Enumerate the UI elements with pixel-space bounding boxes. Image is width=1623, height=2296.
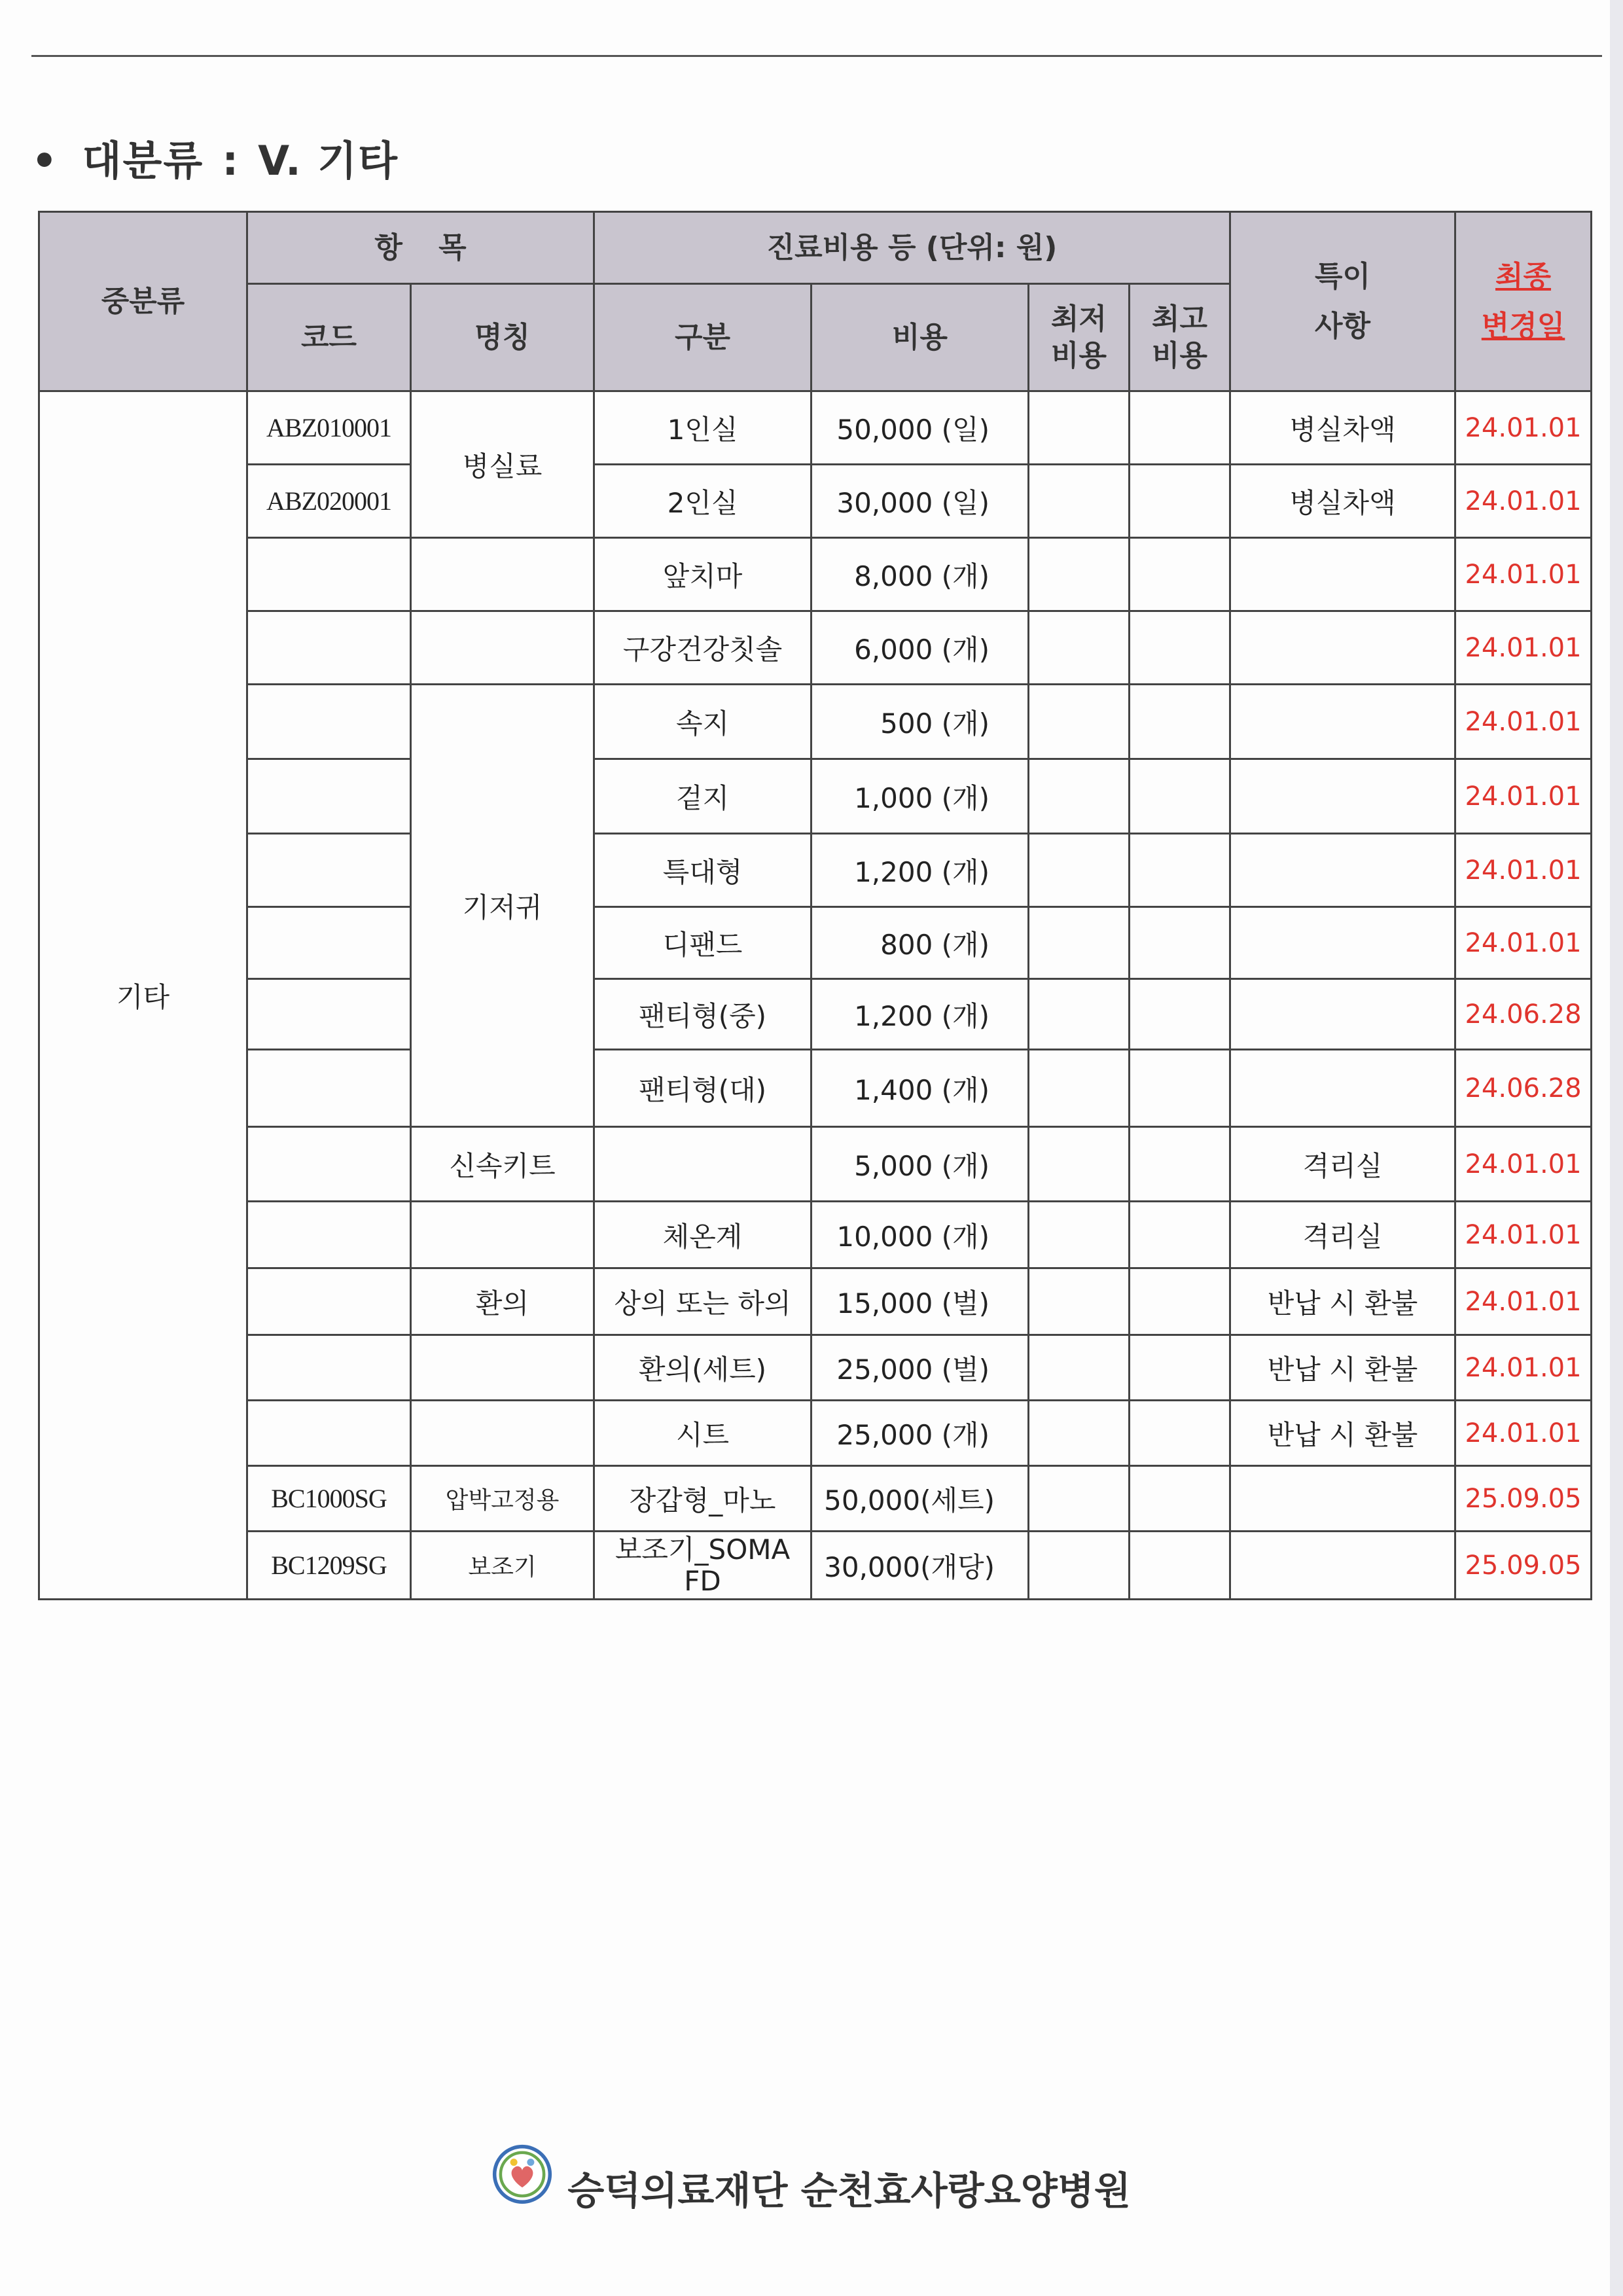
max-cost-cell bbox=[1130, 538, 1230, 611]
mid-category-header: 중분류 bbox=[39, 212, 247, 391]
min-cost-cell bbox=[1029, 611, 1130, 685]
code-header: 코드 bbox=[247, 284, 411, 391]
code-cell bbox=[247, 1335, 411, 1401]
scan-edge bbox=[1610, 0, 1623, 2296]
min-cost-cell bbox=[1029, 834, 1130, 907]
name-cell bbox=[411, 1202, 594, 1268]
note-cell bbox=[1230, 759, 1455, 834]
note-cell: 반납 시 환불 bbox=[1230, 1268, 1455, 1335]
min-cost-cell bbox=[1029, 1127, 1130, 1202]
note-cell: 병실차액 bbox=[1230, 465, 1455, 538]
code-cell: ABZ010001 bbox=[247, 391, 411, 465]
date-cell: 24.01.01 bbox=[1455, 1202, 1592, 1268]
cost-cell: 15,000 (벌) bbox=[812, 1268, 1029, 1335]
cost-cell: 8,000 (개) bbox=[812, 538, 1029, 611]
max-cost-cell bbox=[1130, 1202, 1230, 1268]
division-cell: 팬티형(대) bbox=[594, 1050, 812, 1127]
date-cell: 25.09.05 bbox=[1455, 1532, 1592, 1600]
cost-cell: 1,000 (개) bbox=[812, 759, 1029, 834]
division-cell: 앞치마 bbox=[594, 538, 812, 611]
name-cell-room-fee: 병실료 bbox=[411, 391, 594, 538]
cost-cell: 30,000(개당) bbox=[812, 1532, 1029, 1600]
min-cost-cell bbox=[1029, 1401, 1130, 1466]
max-cost-cell bbox=[1130, 465, 1230, 538]
date-cell: 24.01.01 bbox=[1455, 465, 1592, 538]
note-cell bbox=[1230, 1466, 1455, 1532]
cost-cell: 50,000(세트) bbox=[812, 1466, 1029, 1532]
code-cell bbox=[247, 834, 411, 907]
name-cell: 신속키트 bbox=[411, 1127, 594, 1202]
max-cost-cell bbox=[1130, 759, 1230, 834]
cost-cell: 1,200 (개) bbox=[812, 979, 1029, 1050]
cost-cell: 10,000 (개) bbox=[812, 1202, 1029, 1268]
max-cost-cell bbox=[1130, 1050, 1230, 1127]
code-cell: ABZ020001 bbox=[247, 465, 411, 538]
note-cell: 병실차액 bbox=[1230, 391, 1455, 465]
min-cost-cell bbox=[1029, 907, 1130, 979]
min-cost-cell bbox=[1029, 465, 1130, 538]
division-cell: 환의(세트) bbox=[594, 1335, 812, 1401]
code-cell bbox=[247, 1268, 411, 1335]
name-cell bbox=[411, 1401, 594, 1466]
division-cell: 상의 또는 하의 bbox=[594, 1268, 812, 1335]
max-cost-cell bbox=[1130, 611, 1230, 685]
note-cell: 반납 시 환불 bbox=[1230, 1401, 1455, 1466]
cost-cell: 25,000 (개) bbox=[812, 1401, 1029, 1466]
division-header: 구분 bbox=[594, 284, 812, 391]
note-cell bbox=[1230, 979, 1455, 1050]
date-cell: 24.01.01 bbox=[1455, 1268, 1592, 1335]
min-cost-cell bbox=[1029, 1268, 1130, 1335]
code-cell bbox=[247, 907, 411, 979]
note-cell: 격리실 bbox=[1230, 1202, 1455, 1268]
max-cost-header: 최고 비용 bbox=[1130, 284, 1230, 391]
max-cost-cell bbox=[1130, 979, 1230, 1050]
name-cell: 보조기 bbox=[411, 1532, 594, 1600]
min-cost-cell bbox=[1029, 1050, 1130, 1127]
name-cell: 압박고정용 bbox=[411, 1466, 594, 1532]
note-cell bbox=[1230, 834, 1455, 907]
top-rule bbox=[31, 55, 1602, 57]
code-cell bbox=[247, 538, 411, 611]
code-cell: BC1000SG bbox=[247, 1466, 411, 1532]
min-cost-cell bbox=[1029, 1532, 1130, 1600]
date-cell: 24.01.01 bbox=[1455, 1127, 1592, 1202]
cost-cell: 25,000 (벌) bbox=[812, 1335, 1029, 1401]
note-header: 특이 사항 bbox=[1230, 212, 1455, 391]
note-cell: 격리실 bbox=[1230, 1127, 1455, 1202]
date-cell: 24.01.01 bbox=[1455, 907, 1592, 979]
name-cell bbox=[411, 611, 594, 685]
min-cost-cell bbox=[1029, 979, 1130, 1050]
note-cell bbox=[1230, 1050, 1455, 1127]
section-title bbox=[31, 128, 399, 187]
cost-cell: 5,000 (개) bbox=[812, 1127, 1029, 1202]
division-cell: 2인실 bbox=[594, 465, 812, 538]
price-table bbox=[38, 211, 1592, 1600]
division-cell: 속지 bbox=[594, 685, 812, 759]
max-cost-cell bbox=[1130, 1401, 1230, 1466]
date-cell: 25.09.05 bbox=[1455, 1466, 1592, 1532]
max-cost-cell bbox=[1130, 1268, 1230, 1335]
min-cost-cell bbox=[1029, 1202, 1130, 1268]
min-cost-cell bbox=[1029, 1466, 1130, 1532]
cost-group-header: 진료비용 등 (단위: 원) bbox=[594, 212, 1230, 284]
date-cell: 24.01.01 bbox=[1455, 1401, 1592, 1466]
division-cell: 1인실 bbox=[594, 391, 812, 465]
max-cost-cell bbox=[1130, 907, 1230, 979]
note-cell bbox=[1230, 538, 1455, 611]
cost-cell: 1,400 (개) bbox=[812, 1050, 1029, 1127]
max-cost-cell bbox=[1130, 1335, 1230, 1401]
cost-header: 비용 bbox=[812, 284, 1029, 391]
min-cost-cell bbox=[1029, 1335, 1130, 1401]
item-group-header: 항 목 bbox=[247, 212, 594, 284]
last-changed-header: 최종 변경일 bbox=[1455, 212, 1592, 391]
date-cell: 24.06.28 bbox=[1455, 1050, 1592, 1127]
mid-category-cell: 기타 bbox=[39, 391, 247, 1600]
cost-cell: 50,000 (일) bbox=[812, 391, 1029, 465]
division-cell: 체온계 bbox=[594, 1202, 812, 1268]
division-cell: 특대형 bbox=[594, 834, 812, 907]
division-cell: 시트 bbox=[594, 1401, 812, 1466]
hospital-name: 승덕의료재단 순천효사랑요양병원 bbox=[567, 2168, 1131, 2213]
date-cell: 24.01.01 bbox=[1455, 834, 1592, 907]
note-cell bbox=[1230, 907, 1455, 979]
min-cost-cell bbox=[1029, 391, 1130, 465]
date-cell: 24.06.28 bbox=[1455, 979, 1592, 1050]
max-cost-cell bbox=[1130, 834, 1230, 907]
max-cost-cell bbox=[1130, 391, 1230, 465]
code-cell bbox=[247, 1202, 411, 1268]
date-cell: 24.01.01 bbox=[1455, 391, 1592, 465]
section-colon: : bbox=[222, 137, 240, 185]
date-cell: 24.01.01 bbox=[1455, 685, 1592, 759]
min-cost-cell bbox=[1029, 538, 1130, 611]
code-cell bbox=[247, 611, 411, 685]
division-cell bbox=[594, 1127, 812, 1202]
note-cell bbox=[1230, 611, 1455, 685]
min-cost-header: 최저 비용 bbox=[1029, 284, 1130, 391]
division-cell: 팬티형(중) bbox=[594, 979, 812, 1050]
code-cell bbox=[247, 685, 411, 759]
code-cell bbox=[247, 1401, 411, 1466]
code-cell bbox=[247, 979, 411, 1050]
name-cell-gown: 환의 bbox=[411, 1268, 594, 1335]
min-cost-cell bbox=[1029, 759, 1130, 834]
section-label: 대분류 bbox=[82, 137, 204, 185]
division-cell: 겉지 bbox=[594, 759, 812, 834]
max-cost-cell bbox=[1130, 1127, 1230, 1202]
code-cell bbox=[247, 1127, 411, 1202]
division-cell: 장갑형_마노 bbox=[594, 1466, 812, 1532]
date-cell: 24.01.01 bbox=[1455, 1335, 1592, 1401]
min-cost-cell bbox=[1029, 685, 1130, 759]
division-cell: 디팬드 bbox=[594, 907, 812, 979]
note-cell bbox=[1230, 685, 1455, 759]
bullet: • bbox=[31, 137, 59, 185]
note-cell: 반납 시 환불 bbox=[1230, 1335, 1455, 1401]
cost-cell: 800 (개) bbox=[812, 907, 1029, 979]
max-cost-cell bbox=[1130, 1532, 1230, 1600]
code-cell: BC1209SG bbox=[247, 1532, 411, 1600]
division-cell: 구강건강칫솔 bbox=[594, 611, 812, 685]
code-cell bbox=[247, 1050, 411, 1127]
hospital-heart-logo-icon bbox=[492, 2144, 552, 2204]
name-cell bbox=[411, 1335, 594, 1401]
max-cost-cell bbox=[1130, 1466, 1230, 1532]
max-cost-cell bbox=[1130, 685, 1230, 759]
note-cell bbox=[1230, 1532, 1455, 1600]
date-cell: 24.01.01 bbox=[1455, 759, 1592, 834]
name-header: 명칭 bbox=[411, 284, 594, 391]
cost-cell: 1,200 (개) bbox=[812, 834, 1029, 907]
name-cell-diaper: 기저귀 bbox=[411, 685, 594, 1127]
division-cell: 보조기_SOMA FD bbox=[594, 1532, 812, 1600]
date-cell: 24.01.01 bbox=[1455, 611, 1592, 685]
footer bbox=[0, 2160, 1623, 2215]
section-value: V. 기타 bbox=[258, 137, 399, 185]
code-cell bbox=[247, 759, 411, 834]
date-cell: 24.01.01 bbox=[1455, 538, 1592, 611]
name-cell bbox=[411, 538, 594, 611]
cost-cell: 6,000 (개) bbox=[812, 611, 1029, 685]
cost-cell: 30,000 (일) bbox=[812, 465, 1029, 538]
cost-cell: 500 (개) bbox=[812, 685, 1029, 759]
